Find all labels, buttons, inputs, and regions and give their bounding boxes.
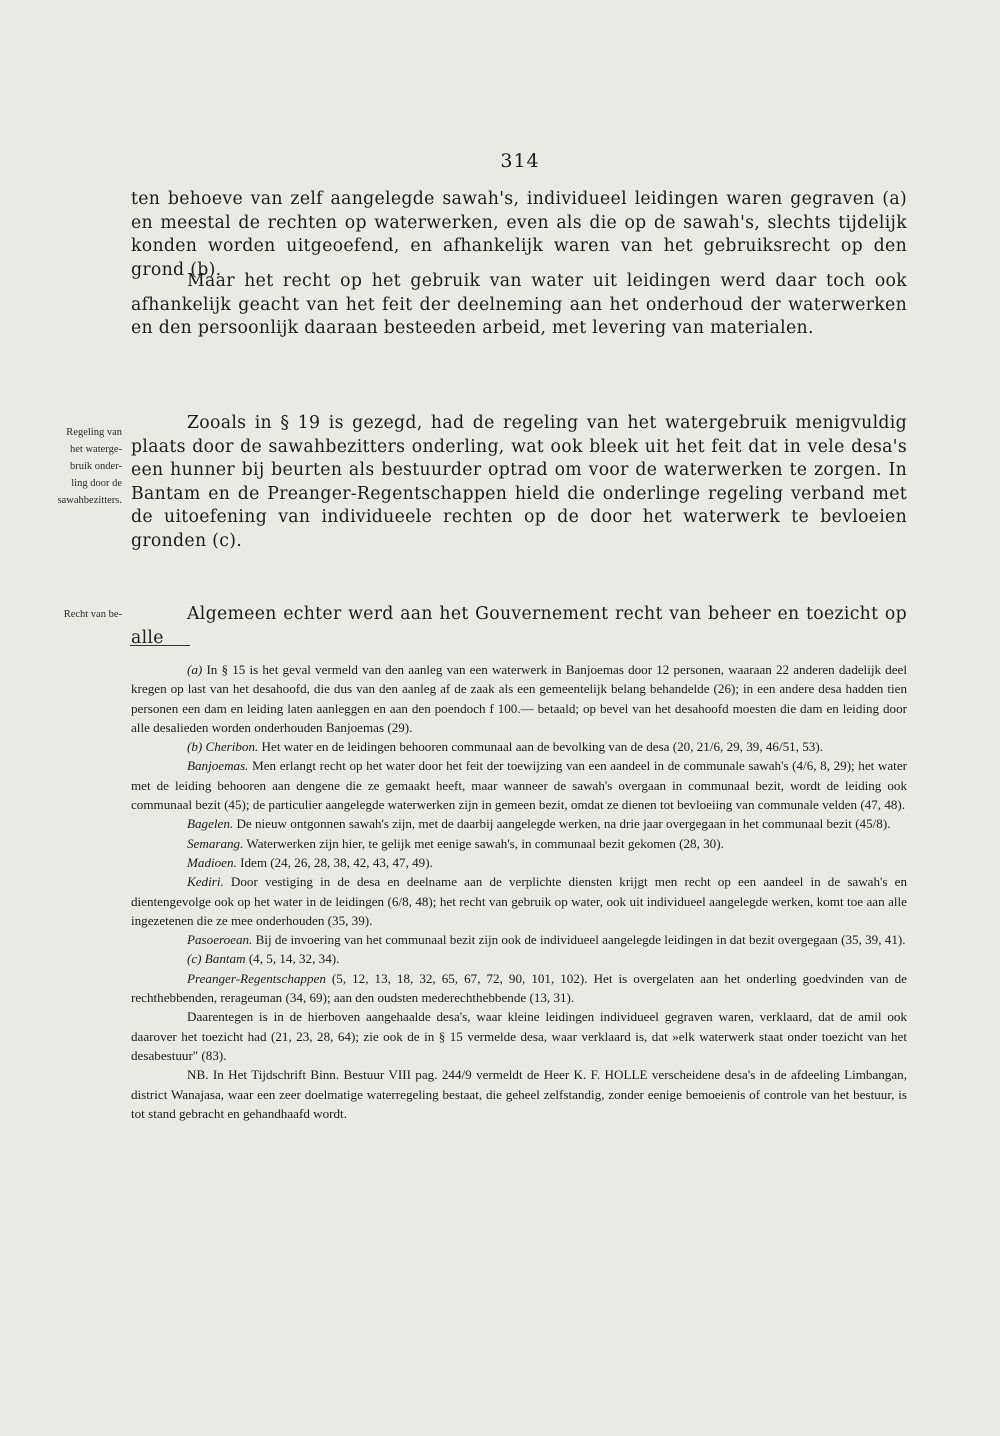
footnote-lead: Madioen. (187, 854, 237, 870)
footnote-text: is in de hierboven aangehaalde desa's, waar kleine leidingen individueel gegraven waren, verklaard, dat de amil ook daarover het toezicht had (21, 23, 28, 64); zie ook de in § 15 vermelde desa, waar verklaard is, dat »elk waterwerk staat onder toezicht van het desabestuur" (83). (131, 1009, 907, 1063)
footnote-text: Door vestiging in de desa en deelname aan de verplichte diensten krijgt men recht op een aandeel in de sawah's en dientengevolge ook op het water in de leidingen (6/8, 48); het recht van gebruik op water, ook uit individueel aangelegde werken, komt toe aan alle ingezetenen die ze mee onderhouden (35, 39). (131, 874, 907, 928)
footnote-lead: Preanger-Regentschappen (187, 970, 326, 986)
sidenote-line: sawahbezitters. (57, 495, 122, 506)
paragraph-2: Maar het recht op het gebruik van water uit leidingen werd daar toch ook afhankelijk geacht van het feit der deelneming aan het onderhoud der waterwerken en den persoonlijk daaraan besteeden arbeid, met levering van materialen. (131, 271, 907, 338)
footnote-nb (131, 1065, 907, 1123)
footnote-pasoeroean (131, 930, 907, 949)
sidenote-regeling (22, 424, 122, 509)
footnote-text: De nieuw ontgonnen sawah's zijn, met de daarbij aangelegde werken, na drie jaar overgegaan in het communaal bezit (45/8). (233, 816, 891, 832)
footnote-lead: Daarentegen (187, 1009, 254, 1025)
footnote-bagelen (131, 814, 907, 833)
footnote-a (131, 660, 907, 737)
paragraph-3: Zooals in § 19 is gezegd, had de regeling van het watergebruik menigvuldig plaats door de sawahbezitters onderling, wat ook bleek uit het feit dat in vele desa's een hunner bij beurten als bestuurder optrad om voor de waterwerken te zorgen. In Bantam en de Preanger-Regentschappen hield die onderlinge regeling verband met de uitoefening van individueele rechten op de door het waterwerk te bevloeien gronden (c). (131, 413, 907, 551)
footnote-text: In Het Tijdschrift Binn. Bestuur VIII pag. 244/9 vermeldt de Heer K. F. HOLLE verscheidene desa's in de afdeeling Limbangan, district Wanajasa, waar een zeer doelmatige waterregeling bestaat, die geheel zelfstandig, zonder eenige bemoeienis of controle van het bestuur, is tot stand gebracht en gehandhaafd wordt. (131, 1067, 907, 1121)
footnotes (131, 660, 907, 1123)
footnote-lead: (b) Cheribon. (187, 739, 259, 755)
sidenote-line: bruik onder- (70, 461, 122, 472)
footnote-text: (5, 12, 13, 18, 32, 65, 67, 72, 90, 101, 102). Het is overgelaten aan het onderling goedvinden van de rechthebbenden, rerageuman (34, 69); aan den oudsten mederechthebbende (13, 31). (131, 970, 907, 1006)
footnote-text: (4, 5, 14, 32, 34). (245, 951, 340, 967)
footnote-text: Bij de invoering van het communaal bezit zijn ook de individueel aangelegde leidingen in dat bezit overgegaan (35, 39, 41). (252, 932, 906, 948)
paragraph-1: ten behoeve van zelf aangelegde sawah's, individueel leidingen waren gegraven (a) en meestal de rechten op waterwerken, even als die op de sawah's, slechts tijdelijk konden worden uitgeoefend, en afhankelijk waren van het gebruiksrecht op den grond (b). (131, 189, 907, 280)
footnote-text: Waterwerken zijn hier, te gelijk met eenige sawah's, in communaal bezit gekomen (28, 30). (243, 835, 724, 851)
footnote-lead: Pasoeroean. (187, 932, 253, 948)
footnote-text: Men erlangt recht op het water door het feit der toewijzing van een aandeel in de communale sawah's (4/6, 8, 29); het water met de leiding behooren aan dengene die ze gemaakt heeft, maar wanneer de sawah's overgaan in communaal bezit, wordt de leiding ook communaal bezit (45); de particulier aangelegde waterwerken zijn in gemeen bezit, omdat ze dienen tot bevloeiing van communale velden (47, 48). (131, 758, 907, 813)
footnote-semarang (131, 834, 907, 853)
sidenote-line: het waterge- (70, 444, 122, 455)
footnote-daarentegen (131, 1007, 907, 1065)
footnote-text: Het water en de leidingen behooren communaal aan de bevolking van de desa (20, 21/6, 29, 39, 46/51, 53). (258, 739, 823, 755)
footnote-c (131, 949, 907, 968)
paragraph-4: Algemeen echter werd aan het Gouvernement recht van beheer en toezicht op alle (131, 604, 907, 648)
footnote-preanger (131, 969, 907, 1008)
sidenote-line: Regeling van (66, 427, 122, 438)
footnote-lead: NB. (187, 1067, 209, 1083)
footnote-lead: Banjoemas. (187, 758, 249, 774)
page-number: 314 (500, 150, 540, 172)
footnote-madioen (131, 853, 907, 872)
footnote-lead: Kediri. (187, 874, 224, 890)
footnote-rule (130, 645, 190, 646)
footnote-lead: (c) Bantam (187, 951, 246, 967)
sidenote-line: ling door de (71, 478, 122, 489)
footnote-kediri (131, 872, 907, 930)
footnote-b (131, 737, 907, 756)
footnote-lead: Bagelen. (187, 816, 234, 832)
footnote-text: In § 15 is het geval vermeld van den aanleg van een waterwerk in Banjoemas door 12 personen, waaraan 22 anderen dadelijk deel kregen op last van het desahoofd, die dus van den aanleg af de zaak als een gemeentelijk belang behandelde (26); in een andere desa hadden tien personen een dam en leiding laten aanleggen en aan den poendoch f 100.— betaald; op bevel van het desahoofd moesten die dam en leiding door alle desalieden worden onderhouden Banjoemas (29). (131, 662, 907, 735)
footnote-lead: Semarang. (187, 835, 244, 851)
footnote-text: Idem (24, 26, 28, 38, 42, 43, 47, 49). (236, 854, 433, 870)
footnote-banjoemas (131, 756, 907, 814)
footnote-lead: (a) (187, 662, 203, 677)
sidenote-recht: Recht van be- (63, 609, 122, 620)
